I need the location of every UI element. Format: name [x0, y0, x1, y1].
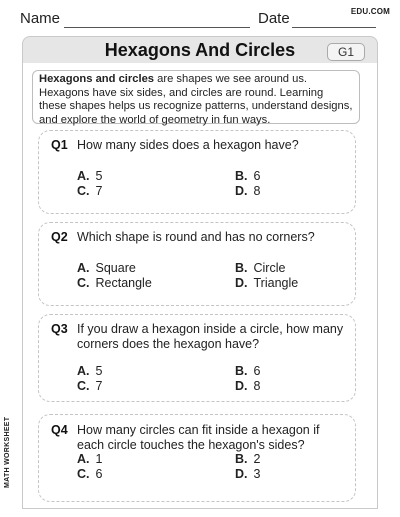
grade-badge: G1 [327, 43, 365, 61]
option-b[interactable]: B. 2 [235, 452, 261, 466]
question-number: Q3 [51, 322, 68, 336]
question-number: Q1 [51, 138, 68, 152]
option-c[interactable]: C. 6 [77, 467, 103, 481]
option-b[interactable]: B. 6 [235, 364, 261, 378]
title-bar [22, 36, 378, 64]
name-line[interactable] [64, 27, 250, 28]
side-label: MATH WORKSHEET [4, 416, 11, 488]
option-b[interactable]: B. Circle [235, 261, 286, 275]
question-text: How many sides does a hexagon have? [77, 138, 299, 152]
option-c[interactable]: C. 7 [77, 184, 103, 198]
option-a[interactable]: A. 1 [77, 452, 103, 466]
option-d[interactable]: D. 8 [235, 184, 261, 198]
question-card [38, 130, 356, 214]
question-number: Q2 [51, 230, 68, 244]
date-line[interactable] [292, 27, 376, 28]
date-label: Date [258, 10, 290, 27]
question-card [38, 414, 356, 502]
question-text: How many circles can fit inside a hexagon if each circle touches the hexagon's sides? [77, 423, 320, 452]
question-card [38, 222, 356, 306]
option-d[interactable]: D. Triangle [235, 276, 299, 290]
question-text: If you draw a hexagon inside a circle, how many corners does the hexagon have? [77, 322, 344, 351]
name-label: Name [20, 10, 61, 27]
option-a[interactable]: A. Square [77, 261, 136, 275]
option-c[interactable]: C. 7 [77, 379, 103, 393]
intro-box [32, 70, 360, 124]
option-d[interactable]: D. 8 [235, 379, 261, 393]
page-title: Hexagons And Circles [104, 40, 296, 60]
option-a[interactable]: A. 5 [77, 169, 103, 183]
option-d[interactable]: D. 3 [235, 467, 261, 481]
option-a[interactable]: A. 5 [77, 364, 103, 378]
intro-text: are shapes we see around us. Hexagons have six sides, and circles are round. Learning these shapes helps us recognize patterns, understand designs, and explore the world of geometry in fun ways. [39, 73, 353, 126]
question-number: Q4 [51, 423, 68, 437]
option-c[interactable]: C. Rectangle [77, 276, 152, 290]
option-b[interactable]: B. 6 [235, 169, 261, 183]
intro-bold: Hexagons and circles [39, 73, 155, 85]
question-card [38, 314, 356, 402]
question-text: Which shape is round and has no corners? [77, 230, 315, 244]
logo: EDU.COM [350, 7, 390, 16]
